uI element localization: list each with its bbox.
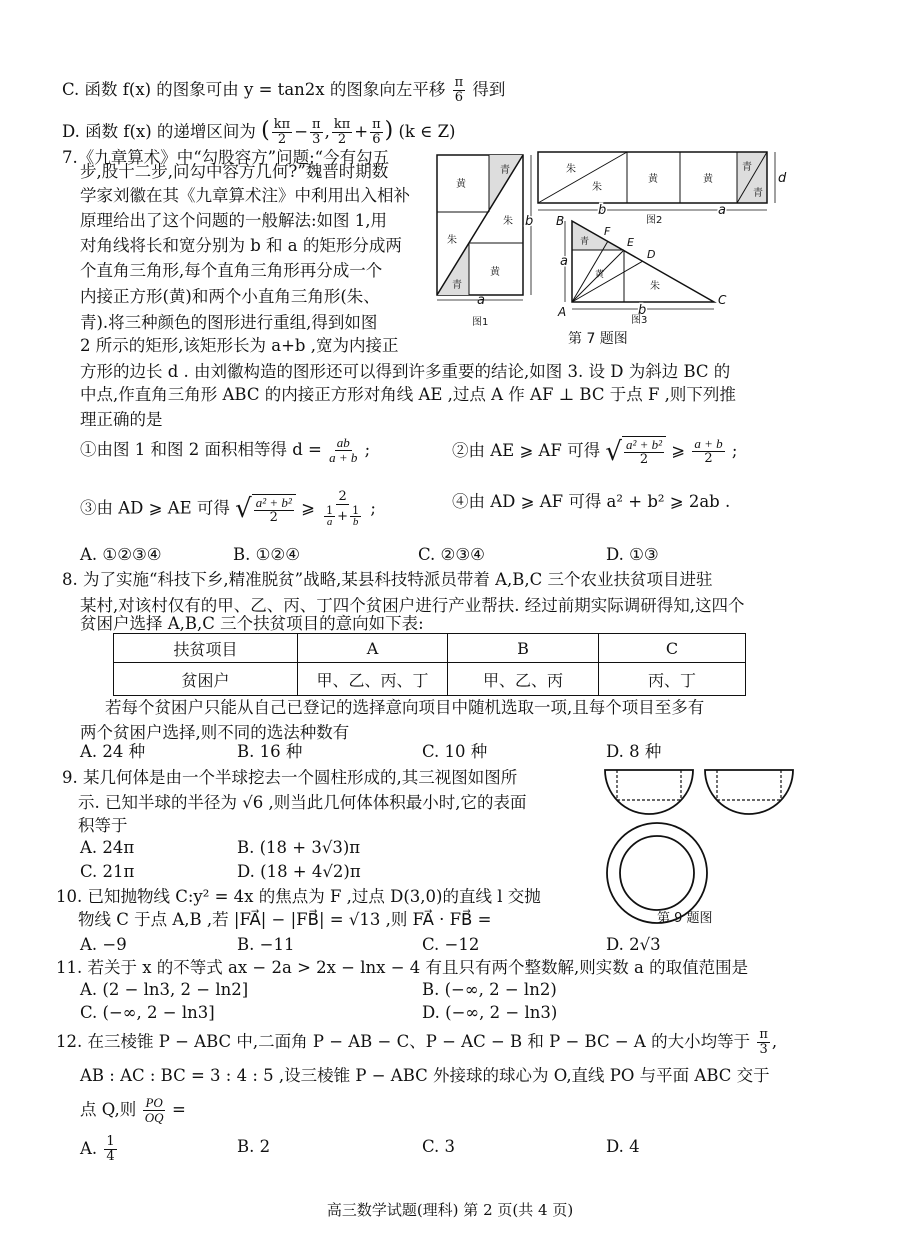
- q12-line: 12. 在三棱锥 P − ABC 中,二面角 P − AB − C、P − AC − B 和 P − BC − A 的大小均等于 $\frac{\pi}{3}$ ,: [56, 1027, 778, 1057]
- label: a: [718, 203, 726, 218]
- q7-line: 对角线将长和宽分别为 b 和 a 的矩形分成两: [80, 236, 402, 255]
- q12-option-d: D. 4: [606, 1137, 640, 1156]
- q8-line: 若每个贫困户只能从自己已登记的选择意向项目中随机选取一项,且每个项目至多有: [105, 698, 705, 717]
- q8-table: [113, 633, 746, 696]
- figure-7: [0, 0, 900, 360]
- q12-option-b: B. 2: [237, 1137, 271, 1156]
- sqrt: √ $\frac{\text{a² + b²}}{2}$: [605, 436, 666, 467]
- label: 图3: [631, 315, 648, 326]
- fraction: $\frac{a + b}{2}$: [694, 436, 723, 466]
- q11-option-c: C. (−∞, 2 − ln3]: [80, 1003, 215, 1022]
- q11-option-d: D. (−∞, 2 − ln3): [422, 1003, 558, 1022]
- label: 黄: [456, 179, 466, 190]
- table-row: 贫困户 甲、乙、丙、丁 甲、乙、丙 丙、丁: [114, 663, 746, 696]
- q7-line: 方形的边长 d . 由刘徽构造的图形还可以得到许多重要的结论,如图 3. 设 D 为斜边 BC 的: [80, 362, 731, 381]
- q9-option-a: A. 24π: [80, 838, 135, 857]
- q7-line: 中点,作直角三角形 ABC 的内接正方形对角线 AE ,过点 A 作 AF ⊥ BC 于点 F ,则下列推: [80, 385, 736, 404]
- q7-line: 原理给出了这个问题的一般解法:如图 1,用: [80, 211, 388, 230]
- fraction: $\frac{k\pi}{2}$: [333, 117, 351, 147]
- fraction: $\frac{\pi}{6}$: [372, 117, 381, 147]
- table-header-row: 扶贫项目 A B C: [114, 634, 746, 663]
- label: 朱: [566, 164, 576, 175]
- fraction: $\frac{ab}{a + b}$: [329, 435, 358, 465]
- top-view: [607, 823, 707, 923]
- q7-line: 理正确的是: [80, 410, 163, 429]
- q12-line: AB : AC : BC = 3 : 4 : 5 ,设三棱锥 P − ABC 外接球的球心为 O,直线 PO 与平面 ABC 交于: [80, 1066, 770, 1085]
- figure-9: [595, 760, 800, 930]
- label: b: [525, 214, 534, 229]
- label: F: [604, 225, 611, 238]
- label: b: [638, 303, 647, 318]
- q6-option-d: D. 函数 f(x) 的递增区间为 ( $\frac{k\pi}{2}$ − $\frac{\pi}{3}$ , $\frac{k\pi}{2}$ + $\frac{\pi}{6}$ ) (k ∈ Z): [62, 117, 456, 147]
- label: 黄: [595, 270, 605, 280]
- label: a: [477, 293, 485, 308]
- q8-line: 两个贫困户选择,则不同的选法种数有: [80, 723, 350, 742]
- q11-option-a: A. (2 − ln3, 2 − ln2]: [80, 980, 249, 999]
- fraction: $\frac{1}{4}$: [106, 1134, 115, 1164]
- q9-line: 9. 某几何体是由一个半球挖去一个圆柱形成的,其三视图如图所: [62, 768, 518, 787]
- fraction: $\frac{\pi}{6}$: [454, 75, 464, 105]
- label: a: [560, 254, 568, 269]
- sqrt: √ $\frac{\text{a² + b²}}{2}$: [235, 494, 296, 525]
- label: 青: [580, 237, 590, 247]
- q7-statement-3: ③由 AD ⩾ AE 可得 √ $\frac{\text{a² + b²}}{2}$ ⩾ 2 $\frac{1}{a}$ + $\frac{1}{b}$ ;: [80, 489, 376, 528]
- fraction: $\frac{\pi}{3}$: [759, 1027, 768, 1057]
- q8-line: 贫困户选择 A,B,C 三个扶贫项目的意向如下表:: [80, 614, 424, 633]
- label: 青: [742, 162, 752, 173]
- front-view: [605, 770, 693, 814]
- q8-line: 某村,对该村仅有的甲、乙、丙、丁四个贫困户进行产业帮扶. 经过前期实际调研得知,这四个: [80, 596, 745, 615]
- label: 朱: [650, 281, 660, 292]
- label: C: [718, 293, 727, 307]
- label: d: [778, 171, 787, 186]
- label: E: [627, 236, 634, 249]
- label: A: [558, 305, 567, 319]
- label: 朱: [592, 182, 602, 193]
- q12-option-a: A. $\frac{1}{4}$: [80, 1134, 115, 1164]
- q9-option-d: D. (18 + 4√2)π: [237, 862, 361, 881]
- q12-option-c: C. 3: [422, 1137, 456, 1156]
- figure-7-1: [437, 155, 533, 328]
- q9-line: 示. 已知半球的半径为 √6 ,则当此几何体体积最小时,它的表面: [78, 793, 527, 812]
- fraction: $\frac{PO}{OQ}$: [144, 1095, 164, 1125]
- label: 朱: [447, 235, 457, 246]
- label: 青: [753, 188, 763, 199]
- q10-line: 物线 C 于点 A,B ,若 |FA⃗| − |FB⃗| = √13 ,则 FA⃗ · FB⃗ =: [78, 910, 492, 929]
- q8-option-b: B. 16 种: [237, 742, 303, 761]
- label: 图1: [472, 317, 489, 328]
- label: b: [598, 203, 607, 218]
- q8-option-a: A. 24 种: [80, 742, 146, 761]
- q7-option-b: B. ①②④: [233, 545, 300, 564]
- fraction: $\frac{k\pi}{2}$: [273, 117, 291, 147]
- q11-line: 11. 若关于 x 的不等式 ax − 2a > 2x − lnx − 4 有且只有两个整数解,则实数 a 的取值范围是: [56, 958, 749, 977]
- label: 朱: [503, 216, 513, 227]
- q7-option-c: C. ②③④: [418, 545, 485, 564]
- q11-option-b: B. (−∞, 2 − ln2): [422, 980, 557, 999]
- q7-statement-1: ①由图 1 和图 2 面积相等得 d = $\frac{ab}{a + b}$ ;: [80, 435, 371, 465]
- q8-line: 8. 为了实施“科技下乡,精准脱贫”战略,某县科技特派员带着 A,B,C 三个农业扶贫项目进驻: [62, 570, 713, 589]
- q8-option-d: D. 8 种: [606, 742, 662, 761]
- figure-caption: 第 7 题图: [568, 331, 628, 347]
- q7-line: 7.《九章算术》中“勾股容方”问题:“今有勾五: [62, 148, 390, 167]
- q7-line: 青).将三种颜色的图形进行重组,得到如图: [80, 313, 378, 332]
- q7-statement-4: ④由 AD ⩾ AF 可得 a² + b² ⩾ 2ab .: [452, 492, 731, 511]
- label: 黄: [648, 174, 658, 185]
- label: 青: [500, 165, 510, 176]
- fraction: 2 $\frac{1}{a}$ + $\frac{1}{b}$: [326, 489, 360, 528]
- q7-line: 个直角三角形,每个直角三角形再分成一个: [80, 261, 383, 280]
- figure-7-3: [556, 214, 727, 347]
- q10-option-a: A. −9: [80, 935, 127, 954]
- label: B: [556, 214, 565, 228]
- q8-option-c: C. 10 种: [422, 742, 488, 761]
- q10-option-c: C. −12: [422, 935, 480, 954]
- figure-caption: 第 9 题图: [657, 911, 713, 926]
- q10-line: 10. 已知抛物线 C:y² = 4x 的焦点为 F ,过点 D(3,0)的直线 l 交抛: [56, 887, 541, 906]
- figure-7-2: [538, 152, 787, 226]
- label: D: [647, 248, 656, 261]
- q7-line: 2 所示的矩形,该矩形长为 a+b ,宽为内接正: [80, 336, 399, 355]
- page-footer: 高三数学试题(理科) 第 2 页(共 4 页): [326, 1201, 574, 1219]
- q7-option-d: D. ①③: [606, 545, 659, 564]
- label: 黄: [490, 267, 500, 278]
- q12-line: 点 Q,则 $\frac{PO}{OQ}$ =: [80, 1095, 186, 1125]
- q7-line: 内接正方形(黄)和两个小直角三角形(朱、: [80, 287, 380, 306]
- q7-line: 学家刘徽在其《九章算术注》中利用出入相补: [80, 186, 410, 205]
- q7-line: 步,股十二步,问勾中容方几何?”魏晋时期数: [80, 162, 389, 181]
- q10-option-d: D. 2√3: [606, 935, 661, 954]
- q9-line: 积等于: [78, 816, 128, 835]
- label: 青: [452, 280, 462, 291]
- q10-option-b: B. −11: [237, 935, 295, 954]
- q9-option-b: B. (18 + 3√3)π: [237, 838, 361, 857]
- label: 图2: [646, 215, 663, 226]
- q7-statement-2: ②由 AE ⩾ AF 可得 √ $\frac{\text{a² + b²}}{2}$ ⩾ $\frac{a + b}{2}$ ;: [452, 436, 738, 467]
- fraction: $\frac{\pi}{3}$: [312, 117, 321, 147]
- q7-option-a: A. ①②③④: [80, 545, 162, 564]
- label: 黄: [703, 174, 713, 185]
- side-view: [705, 770, 793, 814]
- q6-option-c: C. 函数 f(x) 的图象可由 y = tan2x 的图象向左平移 $\frac{\pi}{6}$ 得到: [62, 75, 506, 105]
- q9-option-c: C. 21π: [80, 862, 135, 881]
